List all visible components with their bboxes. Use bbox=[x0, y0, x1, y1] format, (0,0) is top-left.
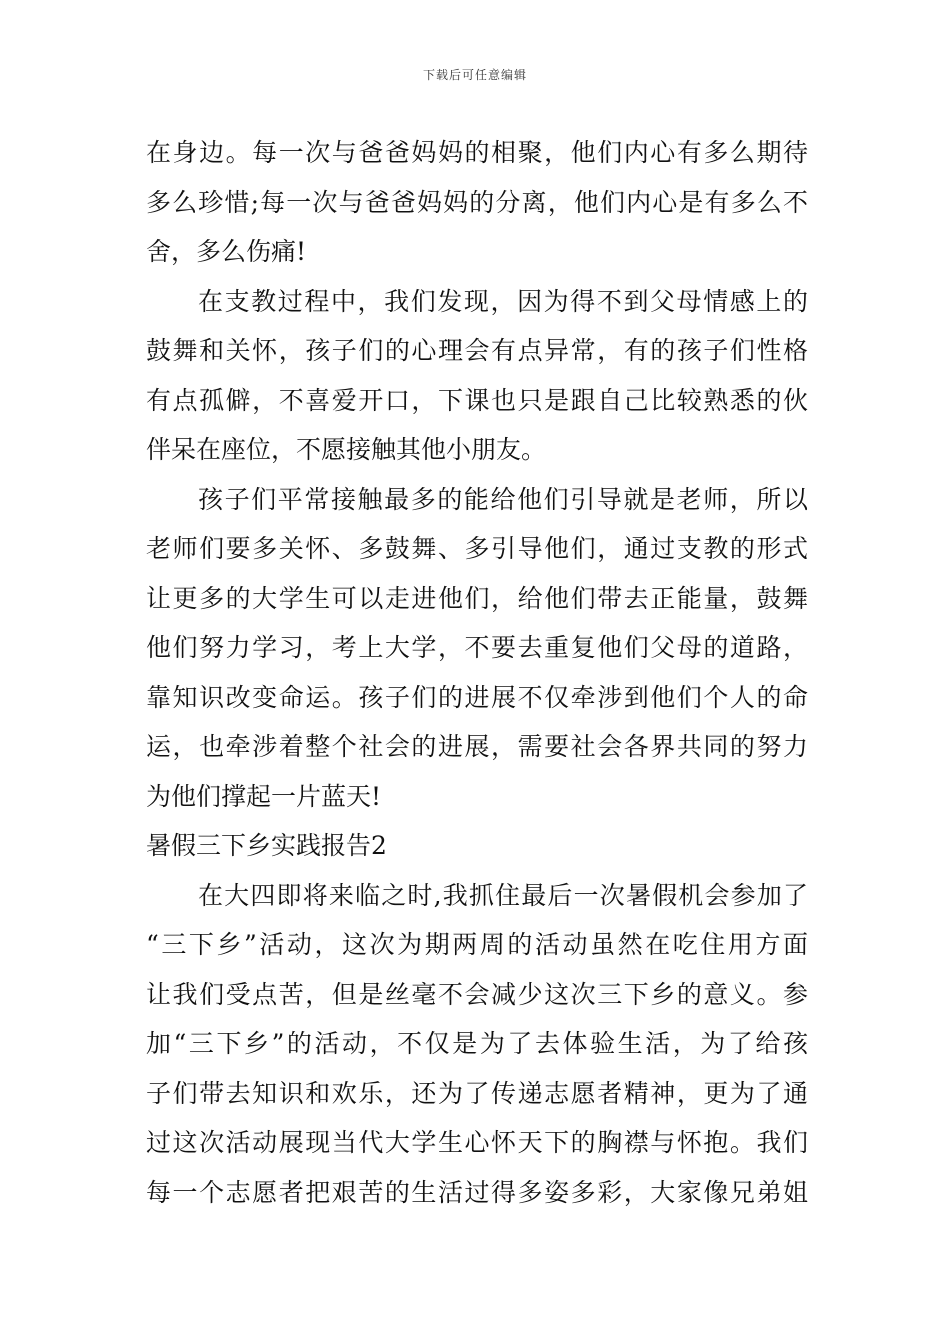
text-line: 他们努力学习，考上大学，不要去重复他们父母的道路， bbox=[146, 633, 808, 662]
paragraph-first-line: 在支教过程中，我们发现，因为得不到父母情感上的 bbox=[198, 286, 808, 316]
text-line: 让更多的大学生可以走进他们，给他们带去正能量，鼓舞 bbox=[146, 583, 808, 613]
text-line: 加“三下乡”的活动，不仅是为了去体验生活，为了给孩 bbox=[146, 1029, 808, 1058]
text-line: 鼓舞和关怀，孩子们的心理会有点异常，有的孩子们性格 bbox=[146, 336, 808, 365]
text-line: 伴呆在座位，不愿接触其他小朋友。 bbox=[146, 435, 547, 464]
text-line: 为他们撑起一片蓝天! bbox=[146, 781, 382, 811]
paragraph-first-line: 孩子们平常接触最多的能给他们引导就是老师，所以 bbox=[198, 484, 808, 514]
text-line: “三下乡”活动，这次为期两周的活动虽然在吃住用方面 bbox=[146, 930, 808, 959]
text-line: 运，也牵涉着整个社会的进展，需要社会各界共同的努力 bbox=[146, 732, 808, 761]
text-line: 过这次活动展现当代大学生心怀天下的胸襟与怀抱。我们 bbox=[146, 1128, 808, 1157]
text-line: 每一个志愿者把艰苦的生活过得多姿多彩，大家像兄弟姐 bbox=[146, 1177, 808, 1207]
paragraph-first-line: 在大四即将来临之时,我抓住最后一次暑假机会参加了 bbox=[198, 880, 808, 910]
text-line: 子们带去知识和欢乐，还为了传递志愿者精神，更为了通 bbox=[146, 1078, 808, 1108]
body-text bbox=[146, 128, 808, 1217]
text-line: 老师们要多关怀、多鼓舞、多引导他们，通过支教的形式 bbox=[146, 534, 808, 563]
text-line: 在身边。每一次与爸爸妈妈的相聚，他们内心有多么期待 bbox=[146, 138, 808, 167]
text-line: 多么珍惜;每一次与爸爸妈妈的分离，他们内心是有多么不 bbox=[146, 187, 808, 217]
header-note: 下载后可任意编辑 bbox=[422, 68, 527, 82]
text-line: 舍，多么伤痛! bbox=[146, 237, 307, 266]
text-line: 让我们受点苦，但是丝毫不会减少这次三下乡的意义。参 bbox=[146, 979, 808, 1009]
section-heading: 暑假三下乡实践报告2 bbox=[146, 831, 387, 860]
text-line: 有点孤僻，不喜爱开口，下课也只是跟自己比较熟悉的伙 bbox=[146, 385, 808, 415]
text-line: 靠知识改变命运。孩子们的进展不仅牵涉到他们个人的命 bbox=[146, 682, 808, 712]
